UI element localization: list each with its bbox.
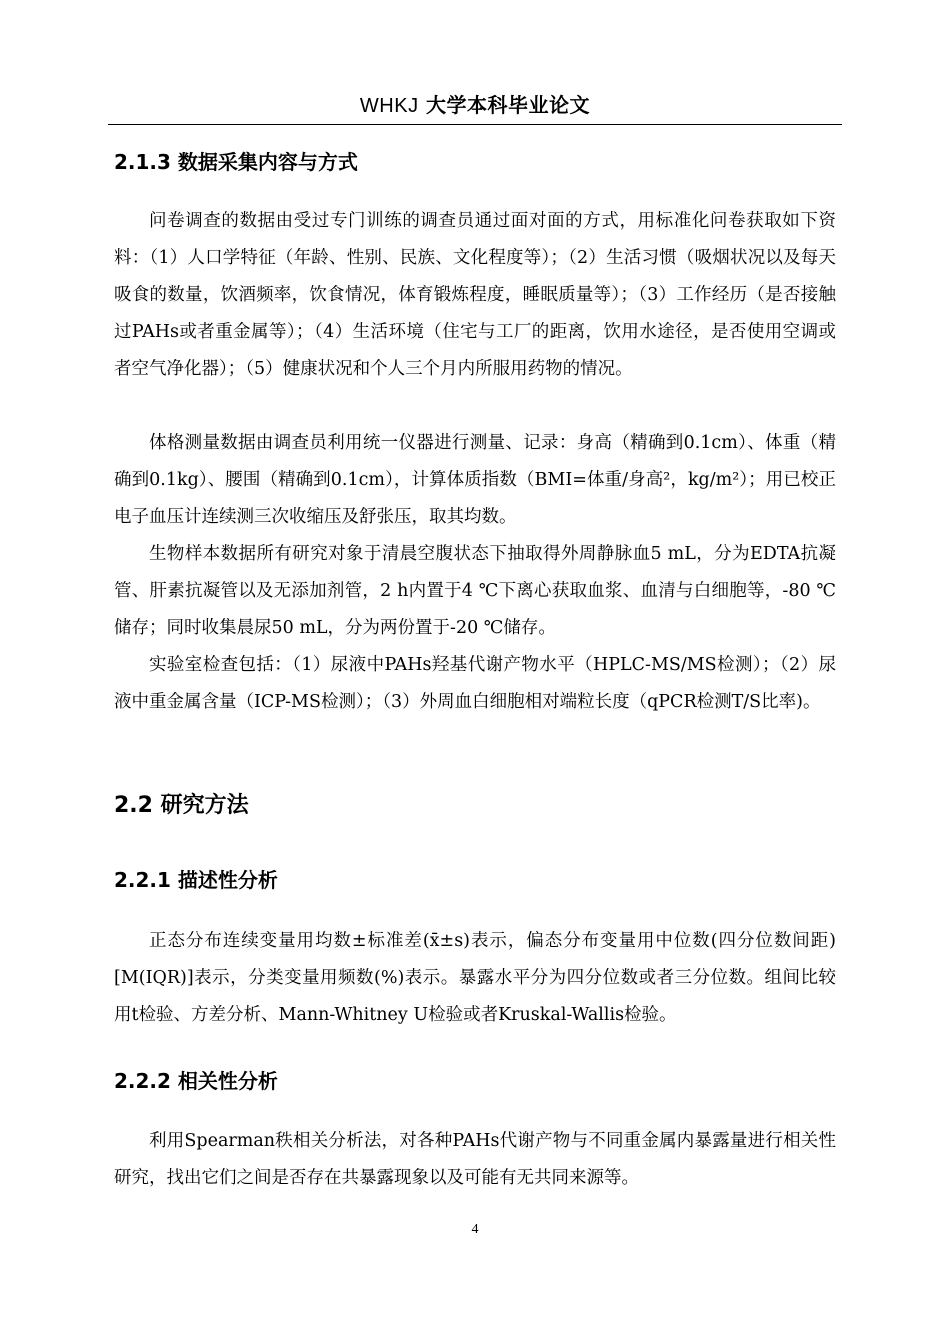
section-2-2-heading: 2.2 研究方法 — [114, 793, 249, 818]
header-title-latin: WHKJ — [359, 95, 419, 117]
header-title-cjk: 大学本科毕业论文 — [418, 93, 591, 117]
section-2-1-3-paragraph-lab: 实验室检查包括：（1）尿液中PAHs羟基代谢产物水平（HPLC-MS/MS检测）；（2）尿液中重金属含量（ICP-MS检测）；（3）外周血白细胞相对端粒长度（qPCR检测T/S比率)。 — [114, 655, 836, 712]
header-rule — [108, 124, 842, 125]
section-2-2-1-heading: 2.2.1 描述性分析 — [114, 868, 278, 892]
section-2-1-3-paragraph-physical: 体格测量数据由调查员利用统一仪器进行测量、记录：身高（精确到0.1cm）、体重（精确到0.1kg）、腰围（精确到0.1cm），计算体质指数（BMI=体重/身高²，kg/m²）；用已校正电子血压计连续测三次收缩压及舒张压，取其均数。 — [114, 433, 836, 527]
section-2-1-3-paragraph-questionnaire: 问卷调查的数据由受过专门训练的调查员通过面对面的方式，用标准化问卷获取如下资料：（1）人口学特征（年龄、性别、民族、文化程度等）；（2）生活习惯（吸烟状况以及每天吸食的数量，饮酒频率，饮食情况，体育锻炼程度，睡眠质量等）；（3）工作经历（是否接触过PAHs或者重金属等）；（4）生活环境（住宅与工厂的距离，饮用水途径，是否使用空调或者空气净化器）；（5）健康状况和个人三个月内所服用药物的情况。 — [114, 211, 836, 379]
page-number: 4 — [471, 1222, 479, 1237]
section-2-2-1-paragraph: 正态分布连续变量用均数±标准差(x̄±s)表示，偏态分布变量用中位数(四分位数间距)[M(IQR)]表示，分类变量用频数(%)表示。暴露水平分为四分位数或者三分位数。组间比较用t检验、方差分析、Mann-Whitney U检验或者Kruskal-Wallis检验。 — [114, 931, 836, 1025]
section-2-2-2-paragraph: 利用Spearman秩相关分析法，对各种PAHs代谢产物与不同重金属内暴露量进行相关性研究，找出它们之间是否存在共暴露现象以及可能有无共同来源等。 — [114, 1131, 836, 1188]
section-2-1-3-paragraph-biosample: 生物样本数据所有研究对象于清晨空腹状态下抽取得外周静脉血5 mL，分为EDTA抗凝管、肝素抗凝管以及无添加剂管，2 h内置于4 ℃下离心获取血浆、血清与白细胞等，-80 ℃储存；同时收集晨尿50 mL，分为两份置于-20 ℃储存。 — [114, 544, 836, 638]
running-header — [0, 92, 950, 119]
section-2-1-3-heading: 2.1.3 数据采集内容与方式 — [114, 150, 358, 174]
section-2-2-2-heading: 2.2.2 相关性分析 — [114, 1069, 278, 1093]
